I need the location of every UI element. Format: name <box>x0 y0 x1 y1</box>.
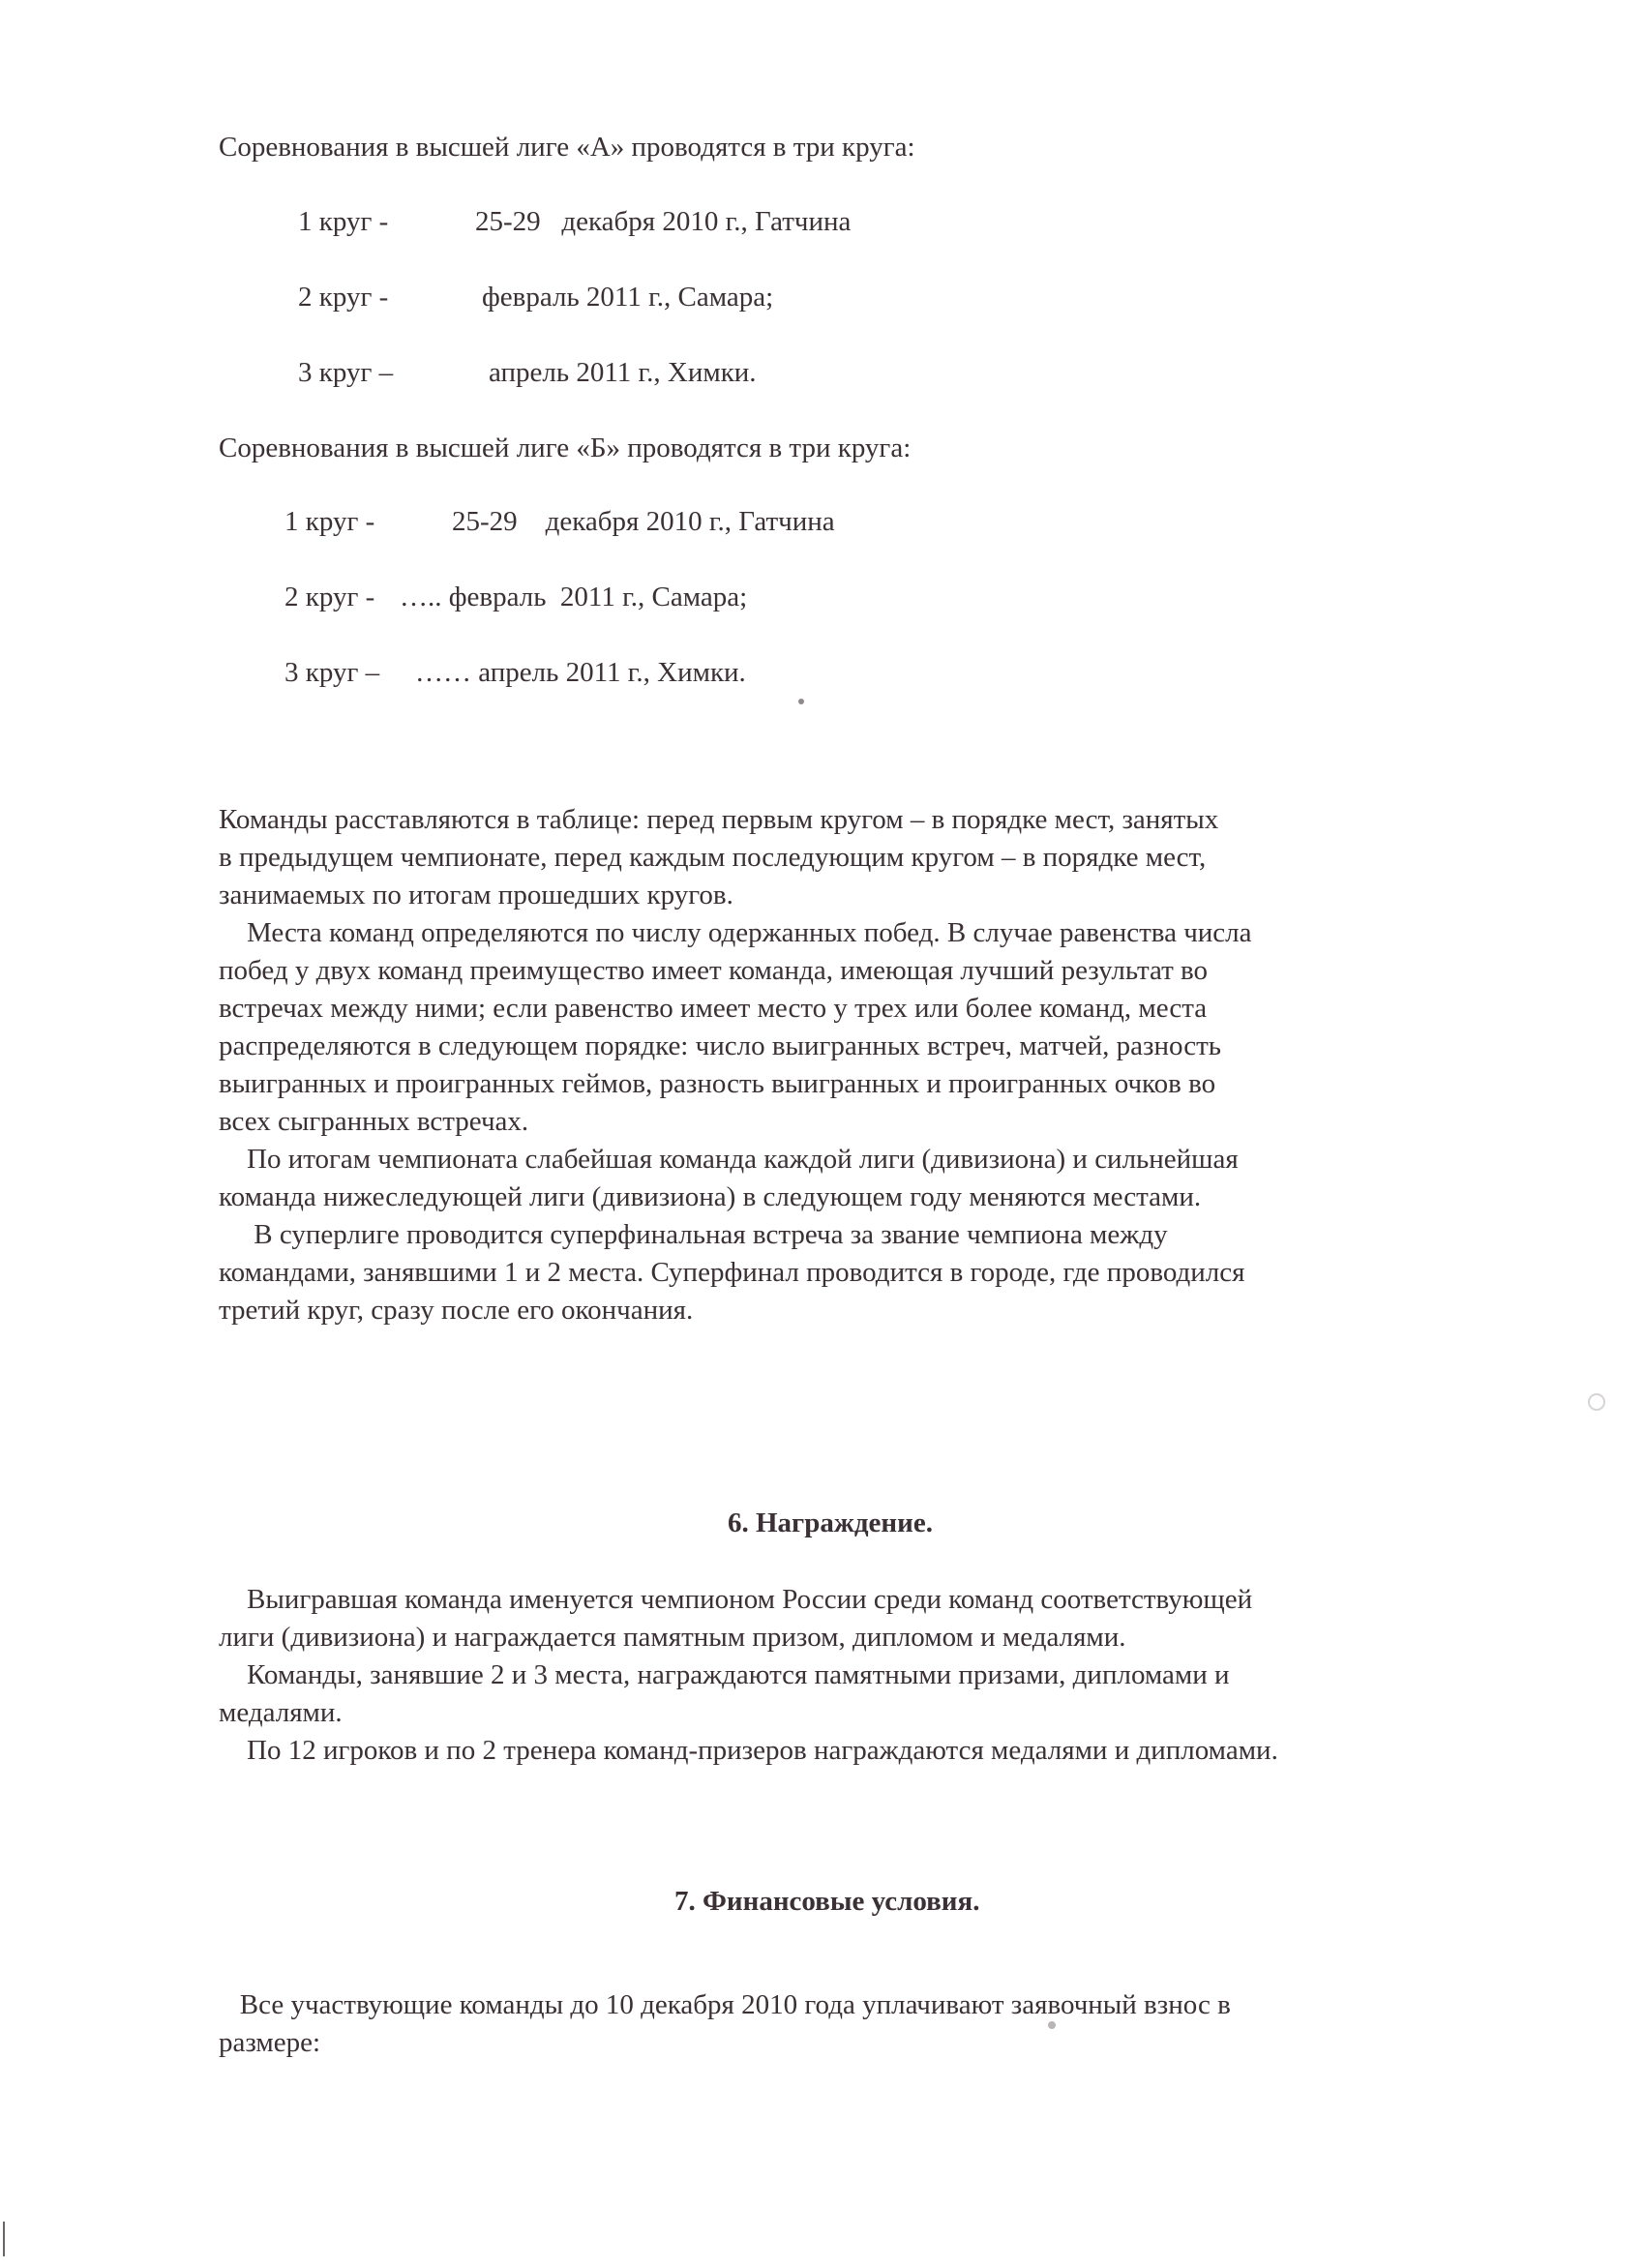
section-7-title: 7. Финансовые условия. <box>674 1886 980 1917</box>
standings-line: По итогам чемпионата слабейшая команда каждой лиги (дивизиона) и сильнейшая <box>219 1144 1239 1175</box>
round-label: 1 круг - <box>284 506 375 537</box>
league-b-intro: Соревнования в высшей лиге «Б» проводятся в три круга: <box>219 433 912 463</box>
round-date: …… апрель 2011 г., Химки. <box>415 657 746 688</box>
standings-line: Места команд определяются по числу одержанных побед. В случае равенства числа <box>219 917 1252 948</box>
section-6-line: медалями. <box>219 1697 343 1728</box>
league-a-intro: Соревнования в высшей лиге «А» проводятся в три круга: <box>219 132 915 163</box>
round-label: 3 круг – <box>298 357 394 388</box>
round-date: апрель 2011 г., Химки. <box>489 357 757 388</box>
standings-line: выигранных и проигранных геймов, разность выигранных и проигранных очков во <box>219 1068 1216 1099</box>
round-date: ….. февраль 2011 г., Самара; <box>400 582 748 612</box>
scan-speck <box>798 699 804 704</box>
standings-line: побед у двух команд преимущество имеет команда, имеющая лучший результат во <box>219 955 1209 986</box>
round-date: 25-29 декабря 2010 г., Гатчина <box>452 506 835 537</box>
standings-line: всех сыгранных встречах. <box>219 1106 529 1137</box>
standings-line: в предыдущем чемпионате, перед каждым последующим кругом – в порядке мест, <box>219 842 1207 873</box>
standings-line: команда нижеследующей лиги (дивизиона) в следующем году меняются местами. <box>219 1181 1202 1212</box>
section-6-line: Выигравшая команда именуется чемпионом России среди команд соответствующей <box>219 1584 1253 1615</box>
standings-line: занимаемых по итогам прошедших кругов. <box>219 880 733 910</box>
round-label: 1 круг - <box>298 206 389 237</box>
round-date: 25-29 декабря 2010 г., Гатчина <box>475 206 852 237</box>
standings-line: В суперлиге проводится суперфинальная встреча за звание чемпиона между <box>219 1219 1168 1250</box>
round-date: февраль 2011 г., Самара; <box>482 282 774 313</box>
round-label: 3 круг – <box>284 657 380 688</box>
section-6-line: По 12 игроков и по 2 тренера команд-призеров награждаются медалями и дипломами. <box>219 1735 1278 1766</box>
league-b-round-3 <box>0 654 746 805</box>
standings-line: командами, занявшими 1 и 2 места. Суперфинал проводится в городе, где проводился <box>219 1257 1245 1288</box>
round-label: 2 круг - <box>284 582 375 612</box>
section-6-line: Команды, занявшие 2 и 3 места, награждаются памятными призами, дипломами и <box>219 1659 1230 1690</box>
section-7-line: Все участвующие команды до 10 декабря 2010 года уплачивают заявочный взнос в <box>219 1989 1231 2020</box>
scan-mark <box>1588 1393 1605 1411</box>
section-6-line: лиги (дивизиона) и награждается памятным призом, дипломом и медалями. <box>219 1622 1126 1653</box>
scan-edge-mark <box>3 2222 5 2256</box>
section-6-title: 6. Награждение. <box>728 1507 933 1538</box>
scan-speck <box>1048 2021 1056 2029</box>
round-label: 2 круг - <box>298 282 389 313</box>
section-7-line: размере: <box>219 2027 321 2058</box>
standings-line: третий круг, сразу после его окончания. <box>219 1295 694 1326</box>
standings-line: распределяются в следующем порядке: число выигранных встреч, матчей, разность <box>219 1030 1221 1061</box>
standings-line: Команды расставляются в таблице: перед первым кругом – в порядке мест, занятых <box>219 804 1219 835</box>
standings-line: встречах между ними; если равенство имеет место у трех или более команд, места <box>219 993 1208 1024</box>
